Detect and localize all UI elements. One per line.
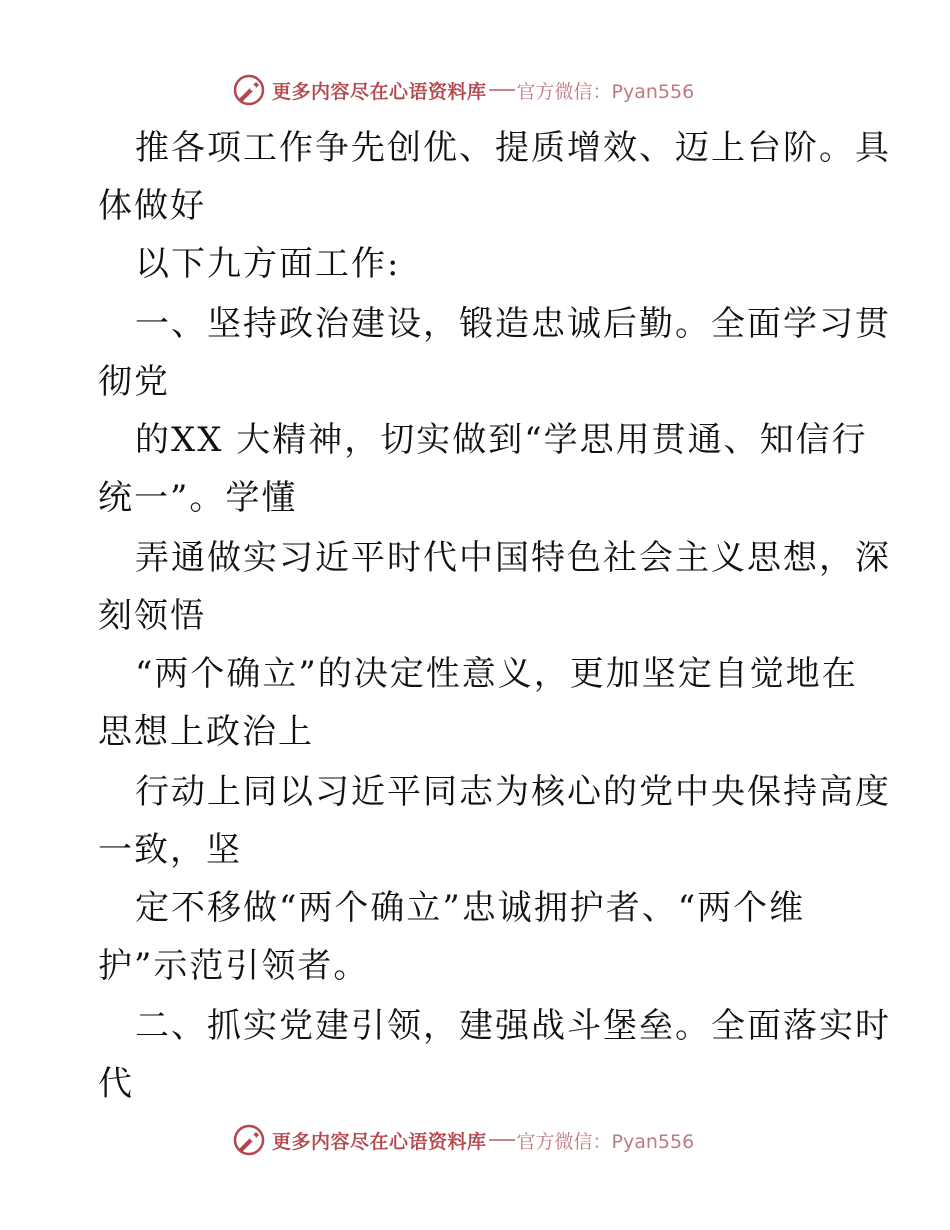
text-line: 行动上同以习近平同志为核心的党中央保持高度: [135, 772, 891, 812]
footer-banner-title: 更多内容尽在心语资料库: [272, 1130, 487, 1153]
footer-banner: [232, 1122, 752, 1158]
text-line: 以下九方面工作:: [135, 244, 401, 284]
text-line: 统一”。学懂: [98, 478, 298, 518]
pen-circle-logo-icon: [232, 1123, 266, 1157]
text-line: 护”示范引领者。: [98, 946, 370, 986]
text-line: 弄通做实习近平时代中国特色社会主义思想，深: [135, 538, 891, 578]
text-line: 二、抓实党建引领，建强战斗堡垒。全面落实时: [135, 1006, 891, 1046]
text-line: 体做好: [98, 186, 206, 226]
footer-banner-dash: [489, 1139, 515, 1141]
header-banner-title: 更多内容尽在心语资料库: [272, 80, 487, 103]
text-line: 定不移做“两个确立”忠诚拥护者、“两个维: [135, 888, 806, 928]
pen-circle-logo-icon: [232, 73, 266, 107]
header-banner: [232, 72, 752, 108]
footer-banner-contact: 官方微信：Pyan556: [516, 1130, 695, 1153]
text-line: “两个确立”的决定性意义，更加坚定自觉地在: [135, 654, 858, 694]
text-line: 的XX 大精神，切实做到“学思用贯通、知信行: [135, 420, 868, 460]
text-line: 思想上政治上: [98, 712, 314, 752]
text-line: 一致，坚: [98, 830, 242, 870]
text-line: 代: [98, 1064, 134, 1104]
text-line: 彻党: [98, 362, 170, 402]
text-line: 一、坚持政治建设，锻造忠诚后勤。全面学习贯: [135, 304, 891, 344]
header-banner-dash: [489, 89, 515, 91]
header-banner-contact: 官方微信：Pyan556: [516, 80, 695, 103]
text-line: 刻领悟: [98, 596, 206, 636]
text-line: 推各项工作争先创优、提质增效、迈上台阶。具: [135, 128, 891, 168]
